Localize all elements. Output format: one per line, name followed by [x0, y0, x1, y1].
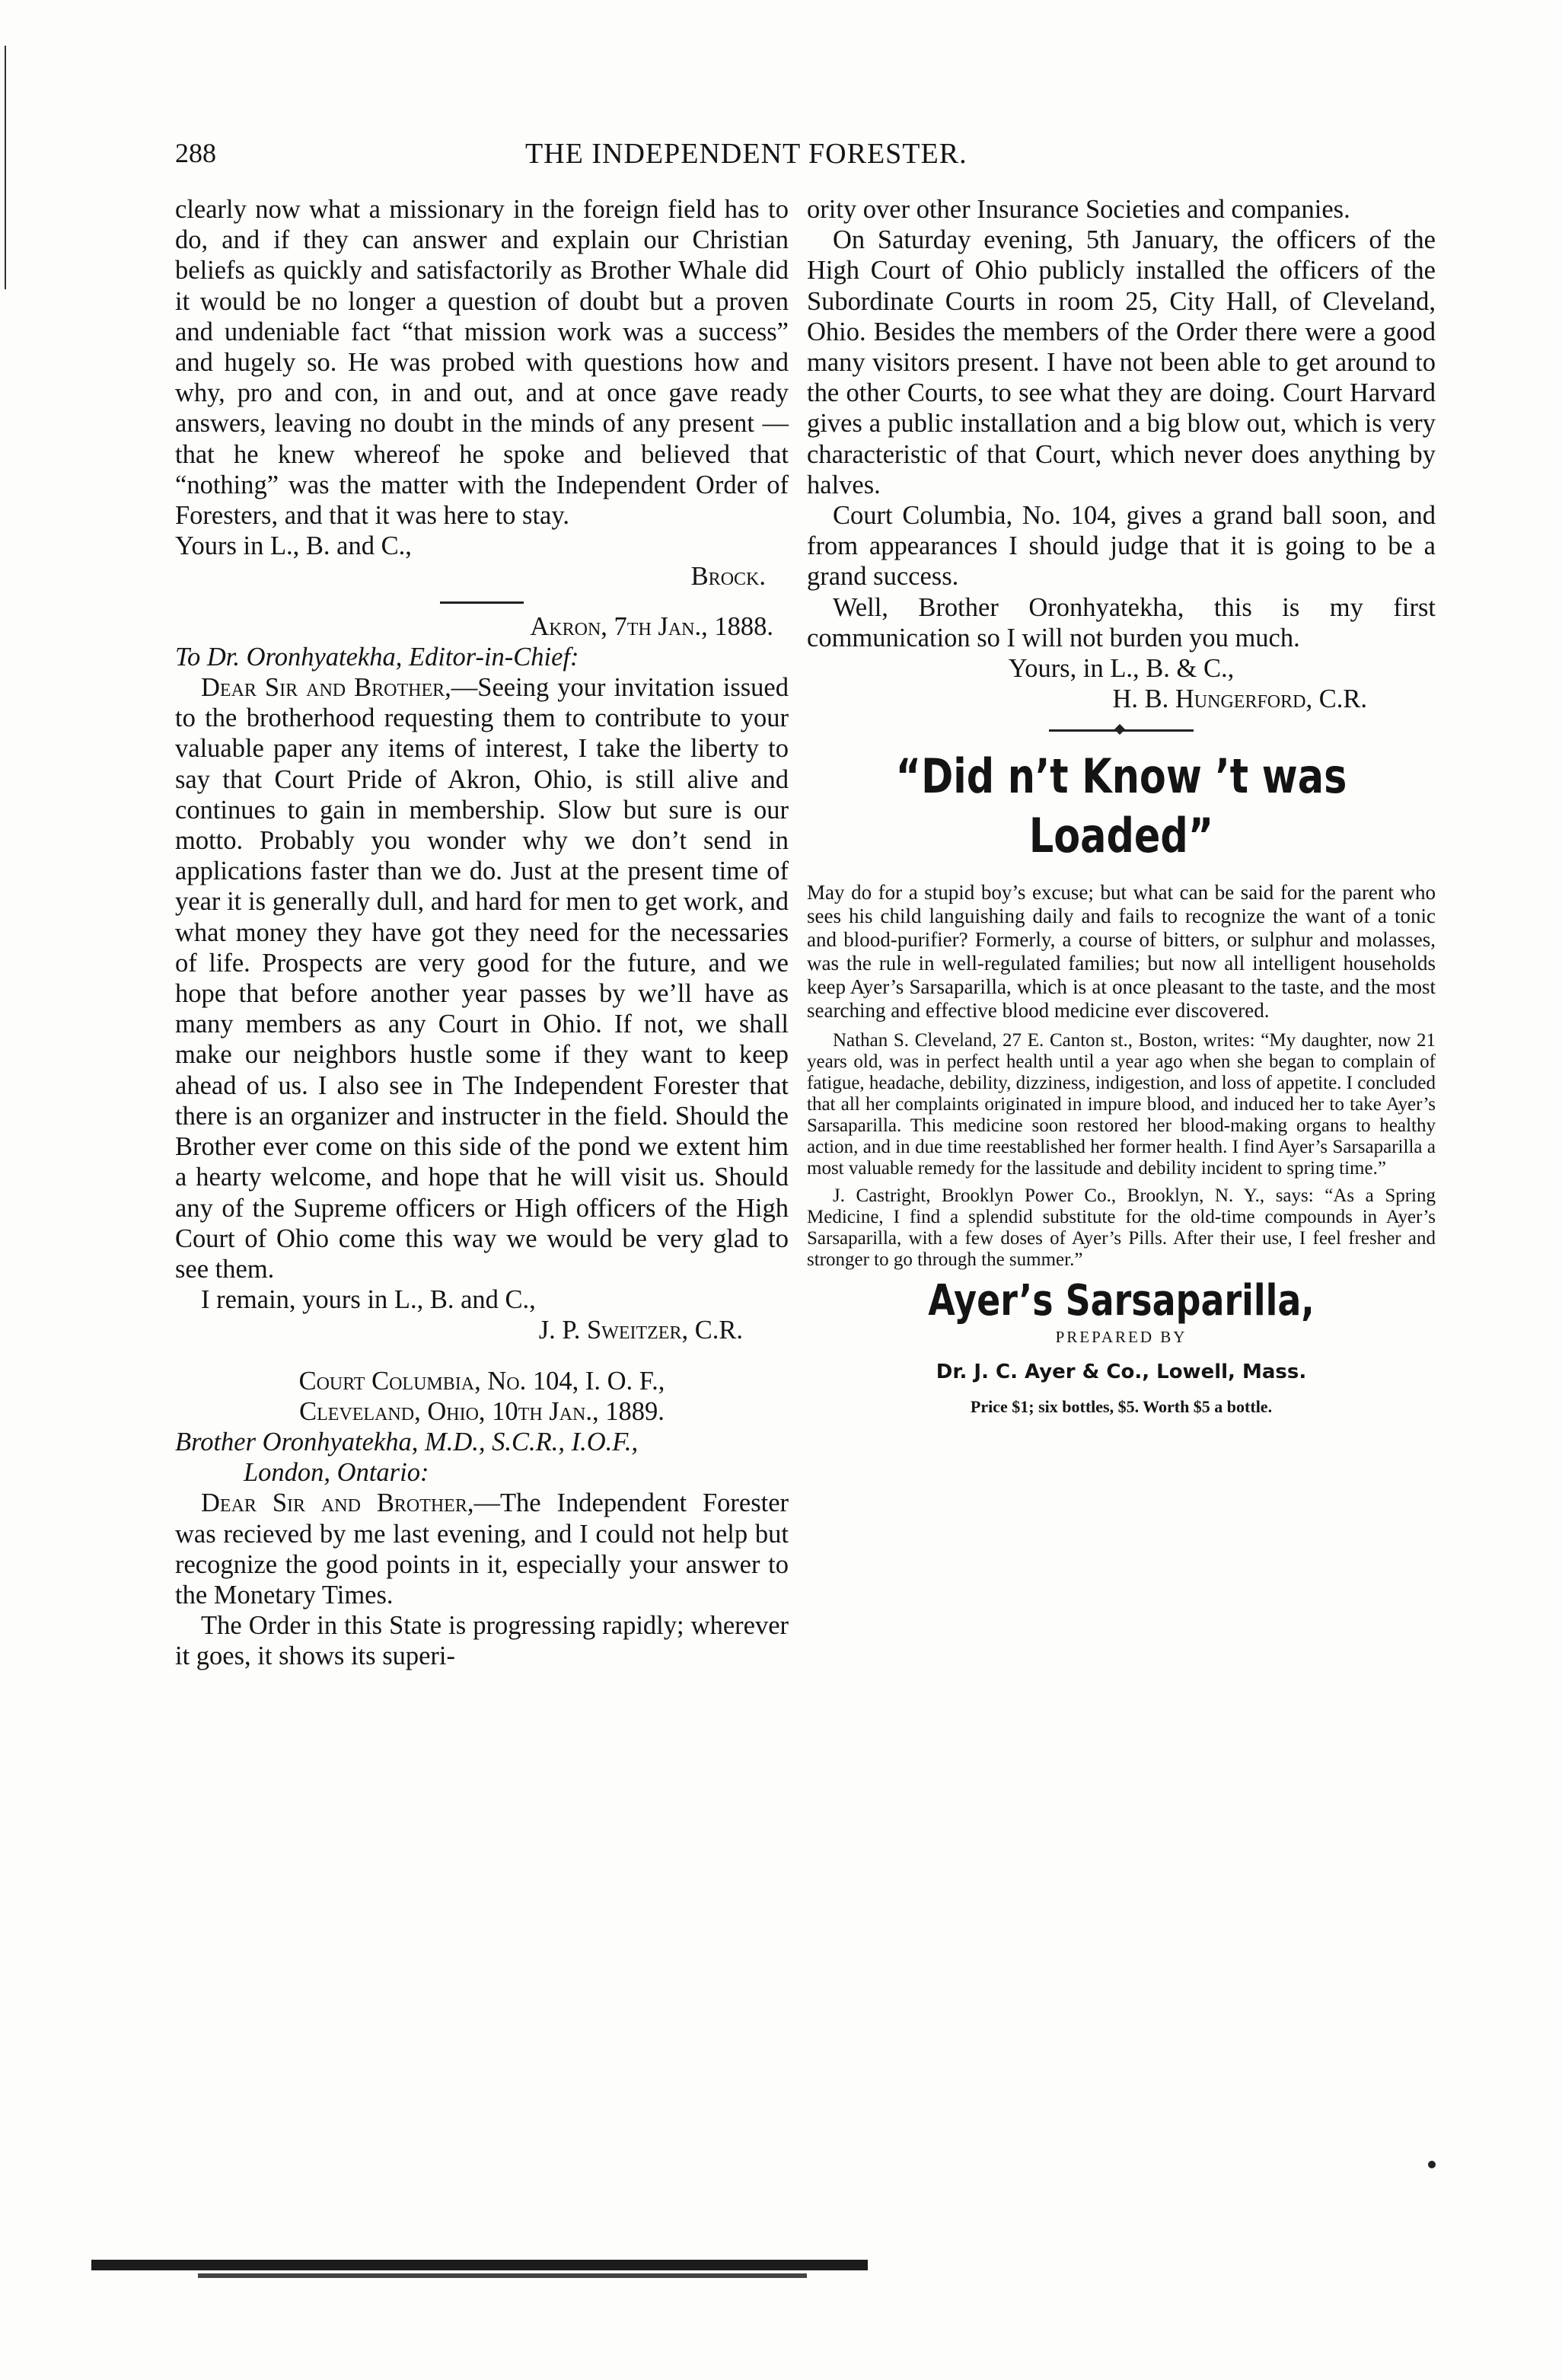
ad-testimonial-cleveland: Nathan S. Cleveland, 27 E. Canton st., Boston, writes: “My daughter, now 21 years old, was in perfect health until a year ago when she began to complain of fatigue, headache, debility, dizziness, indigestion, and loss of appetite. I concluded that all her complaints originated in impure blood, and induced her to take Ayer’s Sarsaparilla. This medicine soon restored her blood-making organs to healthy action, and in due time reestablished her former health. I find Ayer’s Sarsaparilla a most valuable remedy for the lassitude and debility incident to spring time.” [807, 1030, 1436, 1179]
letter2-signature: J. P. Sweitzer, C.R. [538, 1316, 743, 1345]
letter3-body [175, 1488, 789, 1610]
ornamental-divider [1049, 729, 1194, 732]
letter2-salutation: To Dr. Oronhyatekha, Editor-in-Chief: [175, 642, 579, 672]
section-divider [440, 601, 524, 604]
running-title: THE INDEPENDENT FORESTER. [525, 138, 967, 170]
letter1-closing: Yours in L., B. and C., [175, 531, 412, 561]
letter3-signature: H. B. Hungerford, C.R. [1112, 684, 1367, 714]
page-number: 288 [175, 138, 216, 168]
letter3-closing: Yours, in L., B. & C., [1008, 654, 1235, 684]
letter3-continuation: ority over other Insurance Societies and companies. [807, 195, 1350, 224]
letter3-paragraph-installation: On Saturday evening, 5th January, the officers of the High Court of Ohio publicly installed the officers of the Subordinate Courts in room 25, City Hall, of Cleveland, Ohio. Besides the members of the Order there were a good many visitors present. I have not been able to get around to the other Courts, to see what they are doing. Court Harvard gives a public installation and a big blow out, which is very characteristic of that Court, which never does anything by halves. [807, 225, 1436, 499]
bottom-scan-bar [91, 2260, 868, 2270]
letter3-salutation-line1: Brother Oronhyatekha, M.D., S.C.R., I.O.F., [175, 1427, 639, 1456]
bottom-scan-bar-secondary [198, 2273, 807, 2278]
letter3-opening: Dear Sir and Brother, [201, 1488, 474, 1518]
page-header [175, 137, 1423, 183]
letter2-body [175, 672, 789, 1284]
letter1-body: clearly now what a missionary in the foreign field has to do, and if they can answer and explain our Christian beliefs as quickly and satisfactorily as Brother Whale did it would be no longer a question of doubt but a proven and undeniable fact “that mission work was a success” and hugely so. He was probed with questions how and why, pro and con, in and out, and at once gave ready answers, leaving no doubt in the minds of any present —that he knew whereof he spoke and believed that “nothing” was the matter with the Independent Order of Foresters, and that it was here to stay. [175, 195, 789, 531]
left-column [175, 194, 789, 1672]
letter3-dateline-line2: Cleveland, Ohio, 10th Jan., 1889. [299, 1396, 665, 1426]
ad-body-block [807, 881, 1436, 1271]
ad-brand-name: Ayer’s Sarsaparilla, [928, 1276, 1315, 1326]
page-edge-mark [5, 46, 6, 289]
ad-testimonial-castright: J. Castright, Brooklyn Power Co., Brooklyn, N. Y., says: “As a Spring Medicine, I find a splendid substitute for the old-time compounds in Ayer’s Sarsaparilla, with a few doses of Ayer’s Pills. After their use, I feel fresher and stronger to go through the summer.” [807, 1185, 1436, 1271]
letter2-closing: I remain, yours in L., B. and C., [201, 1285, 536, 1315]
letter2-opening: Dear Sir and Brother, [201, 673, 451, 703]
ad-headline: “Did n’t Know ’t was Loaded” [895, 748, 1347, 864]
ad-price: Price $1; six bottles, $5. Worth $5 a bottle. [970, 1397, 1273, 1417]
right-column [807, 194, 1436, 1422]
letter3-paragraph-ball: Court Columbia, No. 104, gives a grand ball soon, and from appearances I should judge that it is going to be a grand success. [807, 501, 1436, 592]
advertisement [807, 747, 1436, 1422]
ad-maker: Dr. J. C. Ayer & Co., Lowell, Mass. [936, 1360, 1307, 1383]
letter3-text: —The Independent Forester was recieved by me last evening, and I could not help but recognize the good points in it, especially your answer to the Monetary Times. [175, 1488, 789, 1610]
letter3-paragraph-closing: Well, Brother Oronhyatekha, this is my first communication so I will not burden you much. [807, 592, 1436, 652]
letter3-dateline-line1: Court Columbia, No. 104, I. O. F., [298, 1366, 665, 1396]
ad-prepared-by: PREPARED BY [1055, 1327, 1187, 1346]
ad-body-text: May do for a stupid boy’s excuse; but what can be said for the parent who sees his child languishing daily and fails to recognize the want of a tonic and blood-purifier? Formerly, a course of bitters, or sulphur and molasses, was the rule in well-regulated families; but now all intelligent households keep Ayer’s Sarsaparilla, which is at once pleasant to the taste, and the most searching and effective blood medicine ever discovered. [807, 881, 1436, 1023]
letter3-continued: The Order in this State is progressing rapidly; wherever it goes, it shows its superi- [175, 1611, 789, 1671]
letter2-text: —Seeing your invitation issued to the brotherhood requesting them to contribute to your valuable paper any items of interest, I take the liberty to say that Court Pride of Akron, Ohio, is still alive and continues to gain in membership. Slow but sure is our motto. Probably you wonder why we don’t send in applications faster than we do. Just at the present time of year it is generally dull, and hard for men to get work, and what money they have got they need for the necessaries of life. Prospects are very good for the future, and we hope that before another year passes by we’ll have as many members as any Court in Ohio. If not, we shall make our neighbors hustle some if they want to keep ahead of us. I also see in The Independent Forester that there is an organizer and instructer in the field. Should the Brother ever come on this side of the pond we extent him a hearty welcome, and hope that he will visit us. Should any of the Supreme officers or High officers of the High Court of Ohio come this way we would be very glad to see them. [175, 673, 789, 1284]
ink-dot [1428, 2161, 1436, 2168]
letter2-dateline: Akron, 7th Jan., 1888. [530, 611, 773, 641]
letter3-salutation-line2: London, Ontario: [244, 1458, 429, 1488]
letter1-signature: Brock. [690, 562, 766, 592]
